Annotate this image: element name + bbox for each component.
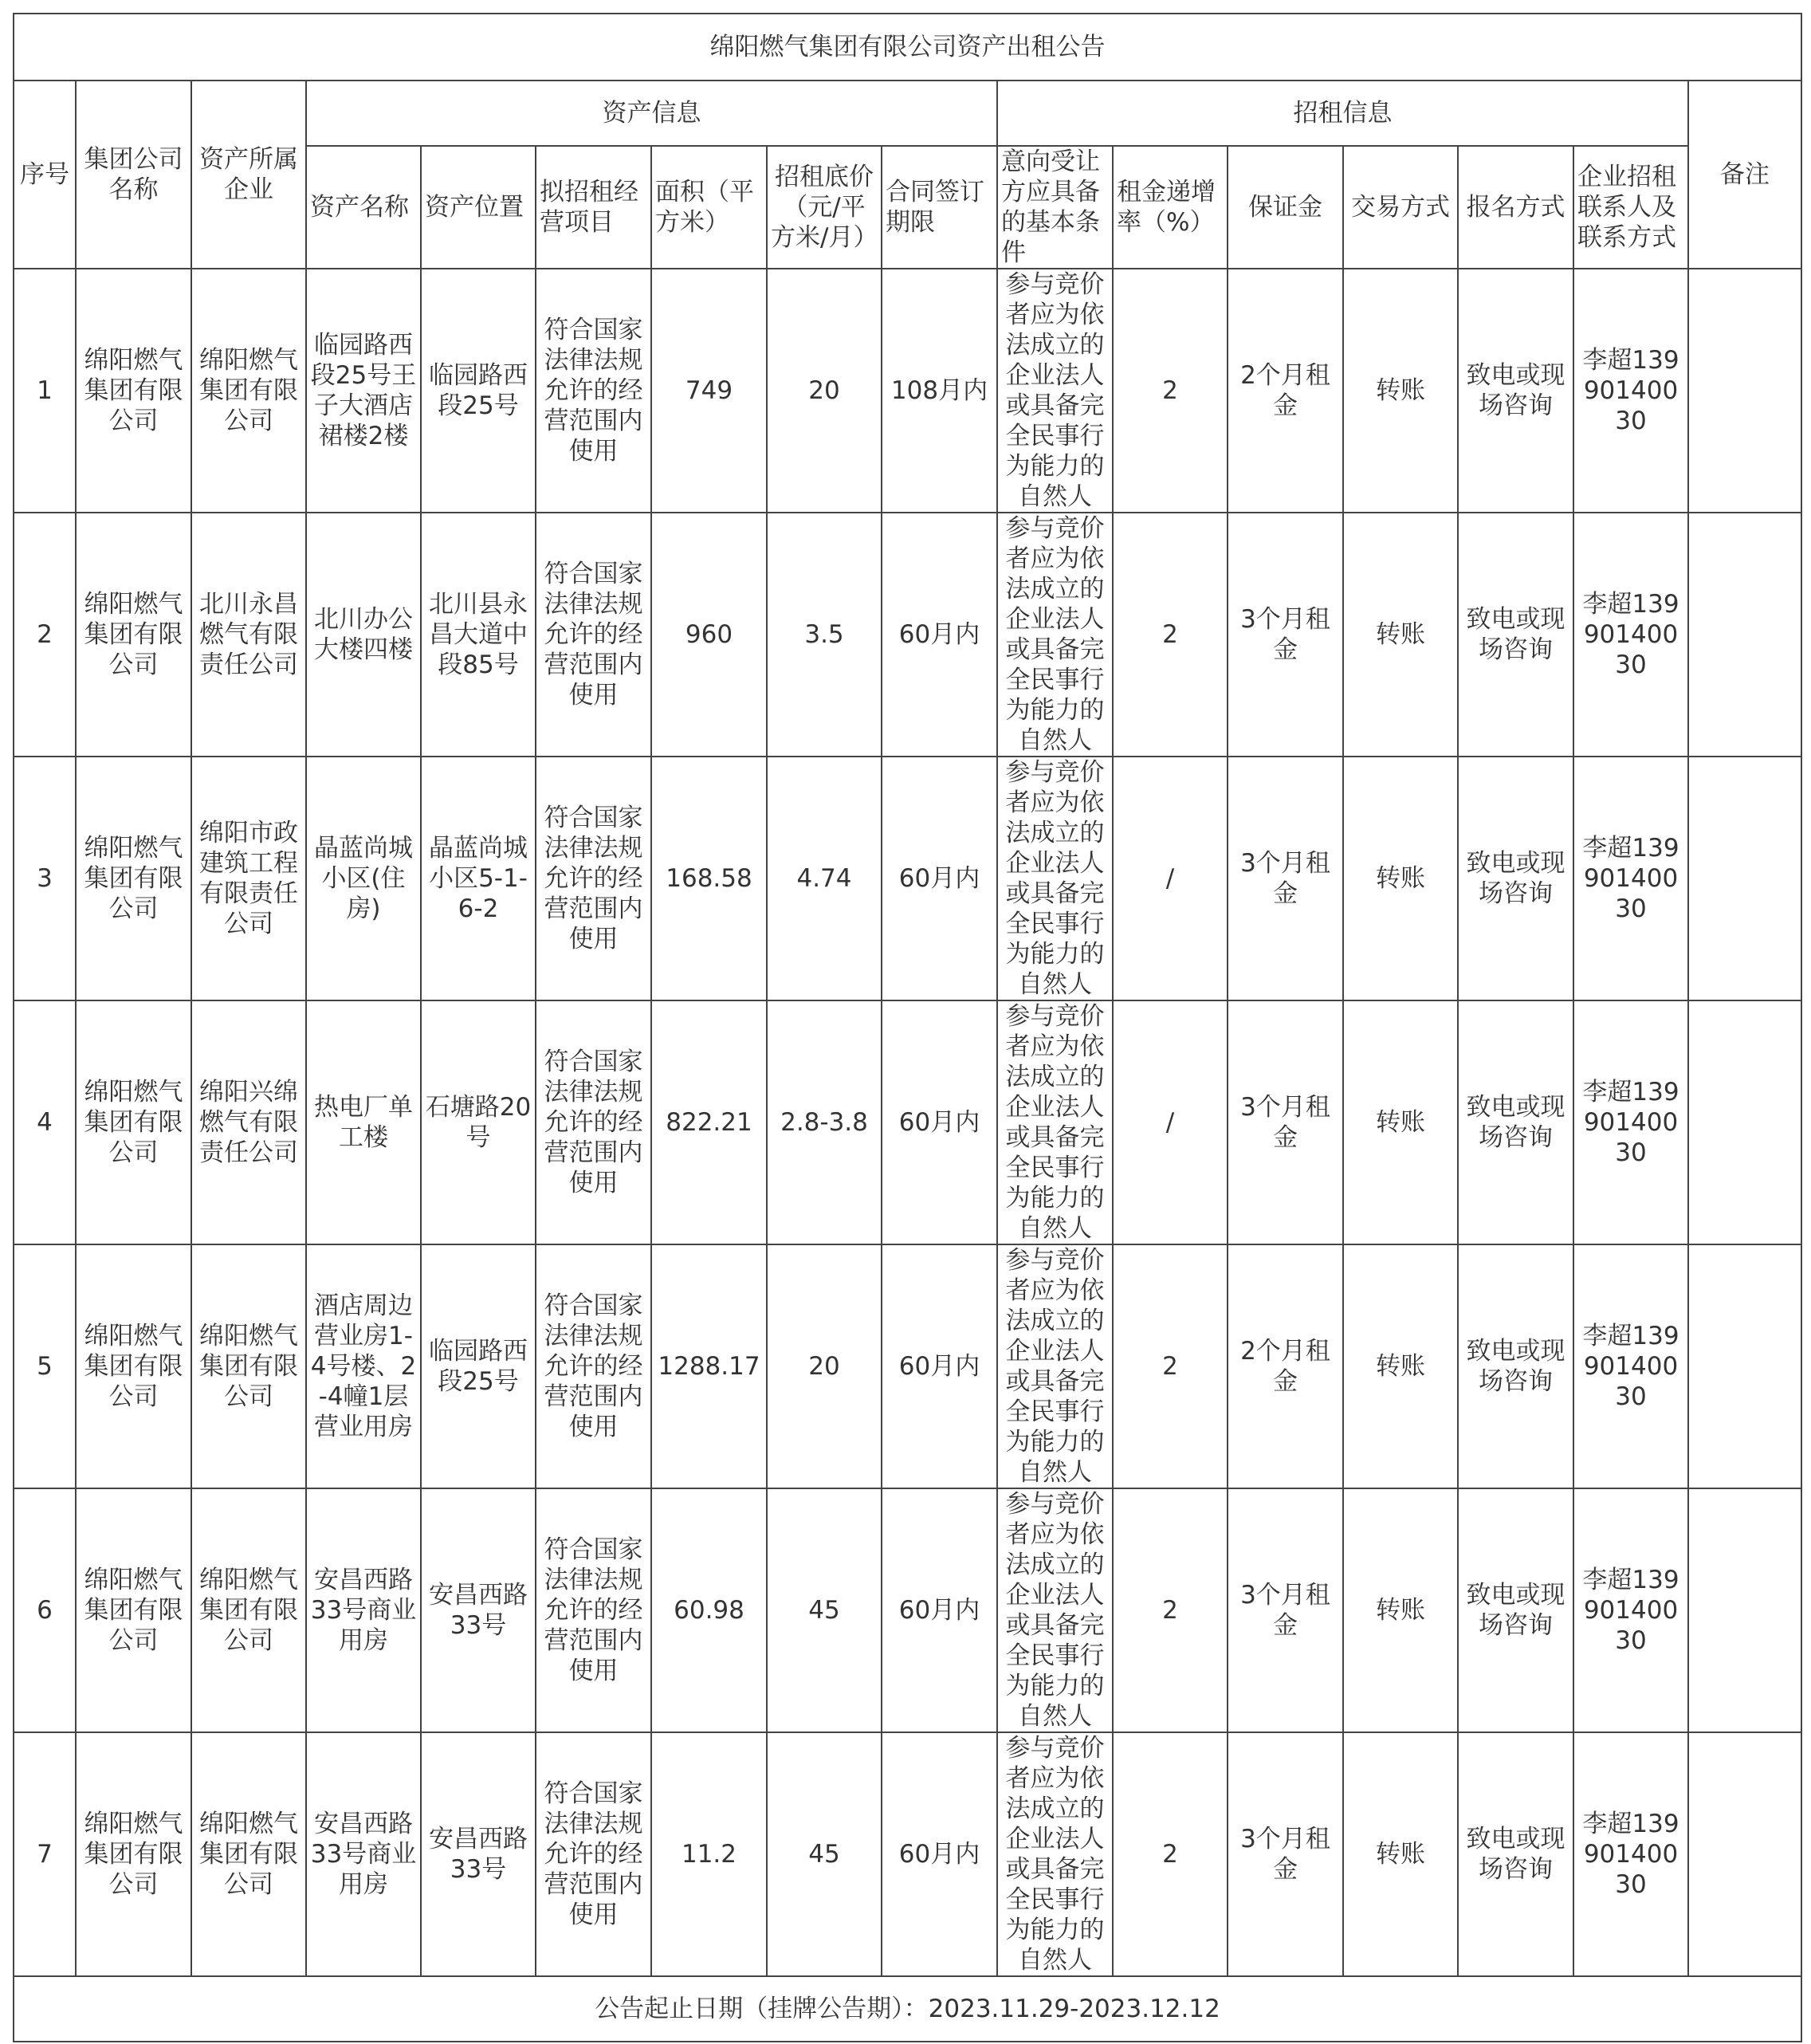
group-header-asset-info: 资产信息 xyxy=(306,81,997,146)
cell-asset-name: 酒店周边营业房1-4号楼、2-4幢1层营业用房 xyxy=(306,1244,421,1488)
cell-business: 符合国家法律法规允许的经营范围内使用 xyxy=(536,1732,651,1976)
cell-term: 60月内 xyxy=(882,513,997,757)
cell-asset-name: 安昌西路33号商业用房 xyxy=(306,1488,421,1732)
cell-area: 1288.17 xyxy=(651,1244,767,1488)
cell-registration: 致电或现场咨询 xyxy=(1458,1244,1573,1488)
table-row xyxy=(14,1000,1801,1244)
cell-group-company: 绵阳燃气集团有限公司 xyxy=(76,1244,191,1488)
cell-seq: 3 xyxy=(14,757,76,1000)
cell-area: 960 xyxy=(651,513,767,757)
cell-area: 168.58 xyxy=(651,757,767,1000)
cell-transaction: 转账 xyxy=(1343,1732,1458,1976)
table-row xyxy=(14,269,1801,513)
cell-deposit: 3个月租金 xyxy=(1228,757,1343,1000)
cell-seq: 4 xyxy=(14,1000,76,1244)
cell-area: 60.98 xyxy=(651,1488,767,1732)
cell-location: 临园路西段25号 xyxy=(421,269,536,513)
header-remarks: 备注 xyxy=(1688,81,1801,269)
cell-conditions: 参与竞价者应为依法成立的企业法人或具备完全民事行为能力的自然人 xyxy=(997,269,1113,513)
cell-registration: 致电或现场咨询 xyxy=(1458,757,1573,1000)
cell-transaction: 转账 xyxy=(1343,1000,1458,1244)
table-row xyxy=(14,757,1801,1000)
cell-transaction: 转账 xyxy=(1343,757,1458,1000)
cell-asset-name: 北川办公大楼四楼 xyxy=(306,513,421,757)
cell-remarks xyxy=(1688,1488,1801,1732)
cell-contact: 李超13990140030 xyxy=(1573,1000,1688,1244)
cell-business: 符合国家法律法规允许的经营范围内使用 xyxy=(536,757,651,1000)
header-registration: 报名方式 xyxy=(1458,146,1573,269)
cell-location: 北川县永昌大道中段85号 xyxy=(421,513,536,757)
cell-asset-name: 临园路西段25号王子大酒店裙楼2楼 xyxy=(306,269,421,513)
cell-business: 符合国家法律法规允许的经营范围内使用 xyxy=(536,513,651,757)
cell-contact: 李超13990140030 xyxy=(1573,513,1688,757)
cell-term: 60月内 xyxy=(882,1244,997,1488)
header-increase-rate: 租金递增率（%） xyxy=(1113,146,1228,269)
header-asset-name: 资产名称 xyxy=(306,146,421,269)
cell-remarks xyxy=(1688,513,1801,757)
cell-location: 晶蓝尚城小区5-1-6-2 xyxy=(421,757,536,1000)
cell-remarks xyxy=(1688,757,1801,1000)
cell-contact: 李超13990140030 xyxy=(1573,1732,1688,1976)
cell-conditions: 参与竞价者应为依法成立的企业法人或具备完全民事行为能力的自然人 xyxy=(997,757,1113,1000)
cell-remarks xyxy=(1688,1732,1801,1976)
header-group-company: 集团公司名称 xyxy=(76,81,191,269)
cell-term: 60月内 xyxy=(882,1732,997,1976)
cell-asset-name: 晶蓝尚城小区(住房) xyxy=(306,757,421,1000)
cell-conditions: 参与竞价者应为依法成立的企业法人或具备完全民事行为能力的自然人 xyxy=(997,1488,1113,1732)
cell-deposit: 3个月租金 xyxy=(1228,1488,1343,1732)
header-owner: 资产所属企业 xyxy=(191,81,306,269)
rental-notice-table xyxy=(13,13,1802,2042)
cell-registration: 致电或现场咨询 xyxy=(1458,1732,1573,1976)
cell-remarks xyxy=(1688,1000,1801,1244)
cell-area: 822.21 xyxy=(651,1000,767,1244)
cell-increase-rate: 2 xyxy=(1113,513,1228,757)
cell-location: 安昌西路33号 xyxy=(421,1732,536,1976)
cell-location: 安昌西路33号 xyxy=(421,1488,536,1732)
cell-seq: 1 xyxy=(14,269,76,513)
header-base-price: 招租底价（元/平方米/月） xyxy=(767,146,882,269)
header-area: 面积（平方米） xyxy=(651,146,767,269)
cell-increase-rate: 2 xyxy=(1113,1488,1228,1732)
cell-increase-rate: 2 xyxy=(1113,269,1228,513)
cell-increase-rate: / xyxy=(1113,1000,1228,1244)
cell-transaction: 转账 xyxy=(1343,1244,1458,1488)
cell-owner: 绵阳燃气集团有限公司 xyxy=(191,1244,306,1488)
cell-deposit: 2个月租金 xyxy=(1228,1244,1343,1488)
cell-group-company: 绵阳燃气集团有限公司 xyxy=(76,513,191,757)
cell-seq: 6 xyxy=(14,1488,76,1732)
cell-group-company: 绵阳燃气集团有限公司 xyxy=(76,1000,191,1244)
header-transaction: 交易方式 xyxy=(1343,146,1458,269)
cell-owner: 绵阳燃气集团有限公司 xyxy=(191,269,306,513)
cell-base-price: 4.74 xyxy=(767,757,882,1000)
cell-conditions: 参与竞价者应为依法成立的企业法人或具备完全民事行为能力的自然人 xyxy=(997,1244,1113,1488)
cell-asset-name: 安昌西路33号商业用房 xyxy=(306,1732,421,1976)
table-row xyxy=(14,1488,1801,1732)
cell-increase-rate: / xyxy=(1113,757,1228,1000)
cell-seq: 5 xyxy=(14,1244,76,1488)
cell-conditions: 参与竞价者应为依法成立的企业法人或具备完全民事行为能力的自然人 xyxy=(997,1000,1113,1244)
notice-period: 公告起止日期（挂牌公告期）：2023.11.29-2023.12.12 xyxy=(14,1976,1801,2042)
cell-deposit: 3个月租金 xyxy=(1228,1732,1343,1976)
cell-deposit: 3个月租金 xyxy=(1228,513,1343,757)
header-seq: 序号 xyxy=(14,81,76,269)
notice-title: 绵阳燃气集团有限公司资产出租公告 xyxy=(14,14,1801,81)
cell-contact: 李超13990140030 xyxy=(1573,269,1688,513)
cell-group-company: 绵阳燃气集团有限公司 xyxy=(76,1488,191,1732)
cell-transaction: 转账 xyxy=(1343,1488,1458,1732)
cell-registration: 致电或现场咨询 xyxy=(1458,513,1573,757)
cell-term: 108月内 xyxy=(882,269,997,513)
cell-transaction: 转账 xyxy=(1343,513,1458,757)
cell-owner: 绵阳燃气集团有限公司 xyxy=(191,1732,306,1976)
header-location: 资产位置 xyxy=(421,146,536,269)
table-row xyxy=(14,513,1801,757)
cell-area: 749 xyxy=(651,269,767,513)
cell-business: 符合国家法律法规允许的经营范围内使用 xyxy=(536,1244,651,1488)
header-deposit: 保证金 xyxy=(1228,146,1343,269)
cell-increase-rate: 2 xyxy=(1113,1244,1228,1488)
cell-contact: 李超13990140030 xyxy=(1573,757,1688,1000)
cell-group-company: 绵阳燃气集团有限公司 xyxy=(76,1732,191,1976)
header-business: 拟招租经营项目 xyxy=(536,146,651,269)
table-row xyxy=(14,1244,1801,1488)
cell-group-company: 绵阳燃气集团有限公司 xyxy=(76,269,191,513)
cell-deposit: 2个月租金 xyxy=(1228,269,1343,513)
cell-remarks xyxy=(1688,1244,1801,1488)
cell-term: 60月内 xyxy=(882,1488,997,1732)
cell-business: 符合国家法律法规允许的经营范围内使用 xyxy=(536,269,651,513)
cell-location: 临园路西段25号 xyxy=(421,1244,536,1488)
cell-term: 60月内 xyxy=(882,757,997,1000)
group-header-lease-info: 招租信息 xyxy=(997,81,1688,146)
cell-transaction: 转账 xyxy=(1343,269,1458,513)
cell-owner: 绵阳市政建筑工程有限责任公司 xyxy=(191,757,306,1000)
cell-base-price: 20 xyxy=(767,269,882,513)
cell-registration: 致电或现场咨询 xyxy=(1458,1488,1573,1732)
cell-area: 11.2 xyxy=(651,1732,767,1976)
table-row xyxy=(14,1732,1801,1976)
cell-base-price: 20 xyxy=(767,1244,882,1488)
cell-base-price: 45 xyxy=(767,1732,882,1976)
cell-asset-name: 热电厂单工楼 xyxy=(306,1000,421,1244)
cell-base-price: 3.5 xyxy=(767,513,882,757)
cell-seq: 2 xyxy=(14,513,76,757)
cell-conditions: 参与竞价者应为依法成立的企业法人或具备完全民事行为能力的自然人 xyxy=(997,1732,1113,1976)
cell-conditions: 参与竞价者应为依法成立的企业法人或具备完全民事行为能力的自然人 xyxy=(997,513,1113,757)
cell-base-price: 2.8-3.8 xyxy=(767,1000,882,1244)
cell-remarks xyxy=(1688,269,1801,513)
cell-contact: 李超13990140030 xyxy=(1573,1244,1688,1488)
cell-deposit: 3个月租金 xyxy=(1228,1000,1343,1244)
cell-increase-rate: 2 xyxy=(1113,1732,1228,1976)
cell-registration: 致电或现场咨询 xyxy=(1458,269,1573,513)
cell-registration: 致电或现场咨询 xyxy=(1458,1000,1573,1244)
cell-owner: 北川永昌燃气有限责任公司 xyxy=(191,513,306,757)
cell-owner: 绵阳燃气集团有限公司 xyxy=(191,1488,306,1732)
cell-business: 符合国家法律法规允许的经营范围内使用 xyxy=(536,1000,651,1244)
cell-seq: 7 xyxy=(14,1732,76,1976)
cell-business: 符合国家法律法规允许的经营范围内使用 xyxy=(536,1488,651,1732)
cell-base-price: 45 xyxy=(767,1488,882,1732)
header-term: 合同签订期限 xyxy=(882,146,997,269)
cell-term: 60月内 xyxy=(882,1000,997,1244)
header-conditions: 意向受让方应具备的基本条件 xyxy=(997,146,1113,269)
cell-owner: 绵阳兴绵燃气有限责任公司 xyxy=(191,1000,306,1244)
cell-contact: 李超13990140030 xyxy=(1573,1488,1688,1732)
header-contact: 企业招租联系人及联系方式 xyxy=(1573,146,1688,269)
cell-location: 石塘路20号 xyxy=(421,1000,536,1244)
cell-group-company: 绵阳燃气集团有限公司 xyxy=(76,757,191,1000)
